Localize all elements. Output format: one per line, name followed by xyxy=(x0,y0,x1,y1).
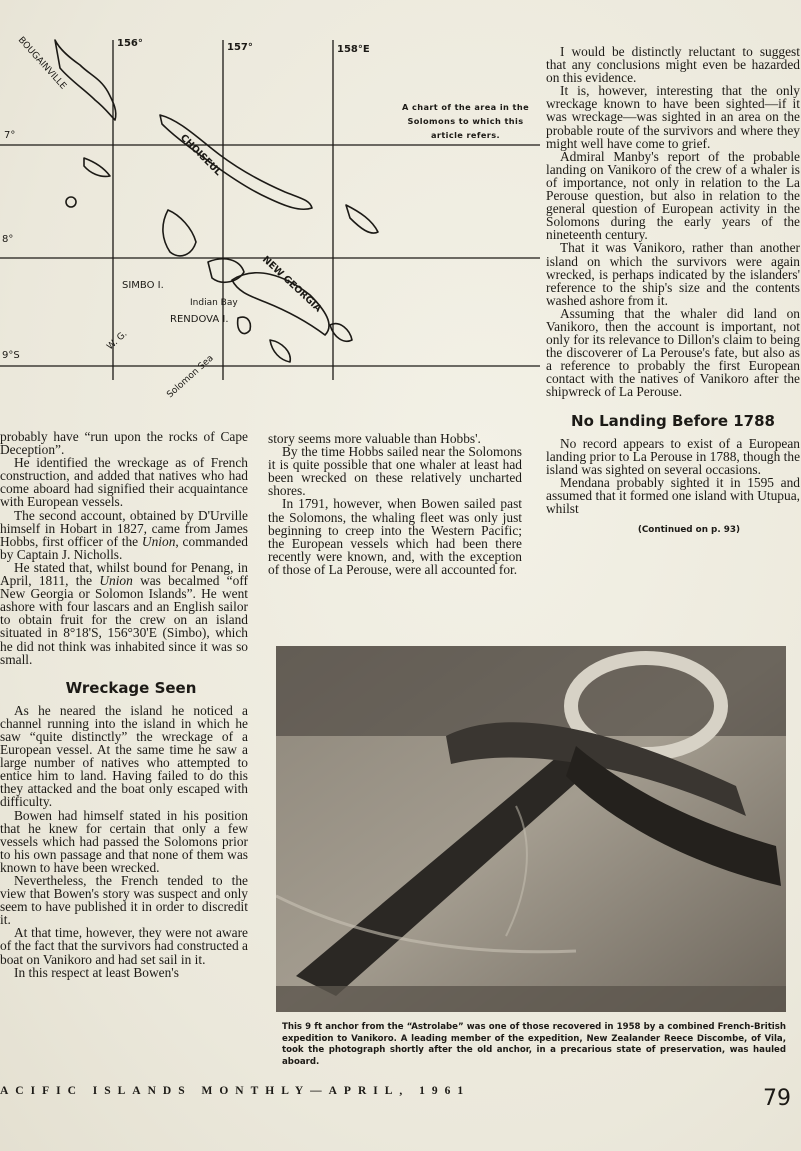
choiseul-island xyxy=(160,115,312,209)
label-bougainville: BOUGAINVILLE xyxy=(15,35,68,92)
col1-paragraph-6: Bowen had himself stated in his position that he knew for certain that only a few vessels which had passed the Solomons prior to his own passage and that none of them was known to have been wrecked. xyxy=(0,807,248,875)
photo-caption: This 9 ft anchor from the “Astrolabe” was one of those recovered in 1958 by a combined French-British expedition to Vanikoro. A leading member of the expedition, New Zealander Reece Discombe, of Vila, took the photograph shortly after the old anchor, in a precarious state of preservation, was hauled aboard. xyxy=(282,1022,786,1067)
anchor-photograph xyxy=(276,646,786,1012)
kolombangara-island xyxy=(208,259,244,282)
label-lon-156: 156° xyxy=(117,38,143,49)
col3-paragraph-6: No record appears to exist of a European landing prior to La Perouse in 1788, though the island was sighted on several occasions. xyxy=(546,435,801,477)
column-middle xyxy=(268,432,522,576)
col2-paragraph-1: story seems more valuable than Hobbs'. xyxy=(268,431,481,446)
col2-paragraph-3: In 1791, however, when Bowen sailed past the Solomons, the whaling fleet was only just beginning to creep into the Western Pacific; the European vessels which had been there recently were known, and, with the exception of those of La Perouse, were all accounted for. xyxy=(268,496,522,577)
col3-paragraph-2: It is, however, interesting that the only wreckage known to have been sighted—if it was wreckage—was sighted in an area on the probable route of the survivors and where they might well have come to grief. xyxy=(546,83,800,151)
col1-p3-text: The second account, obtained by D'Urville himself in Hobart in 1827, came from James Hobbs, first officer of the xyxy=(0,507,248,549)
col3-paragraph-5: Assuming that the whaler did land on Vanikoro, then the account is important, not only for its relevance to Dillon's claim to being the discoverer of La Perouse's fate, but also as a reference to probably the first European contact with the natives of Vanikoro after the shipwreck of La Perouse. xyxy=(546,305,800,400)
col1-paragraph-5: As he neared the island he noticed a channel running into the island in which he saw “quite distinctly” the wreckage of a European vessel. At the same time he saw a large number of natives who attempted to entice him to land. Having failed to do this they attacked and the boat only escaped with difficulty. xyxy=(0,702,248,810)
ship-name-union: Union xyxy=(141,533,176,549)
label-choiseul: CHOISEUL xyxy=(177,132,224,179)
heading-no-landing: No Landing Before 1788 xyxy=(571,411,775,430)
col1-p4-text: He stated that, whilst bound for Penang, in April, 1811, the xyxy=(0,559,248,589)
anchor-photo-graphic xyxy=(276,646,786,1012)
heading-wreckage-seen: Wreckage Seen xyxy=(65,678,197,697)
col3-paragraph-3: Admiral Manby's report of the probable landing on Vanikoro of the crew of a whaler is of importance, not only in relation to the La Perouse question, but also in relation to the general question of European activity in the Solomons during the early years of the nineteenth century. xyxy=(546,148,800,243)
treasury-island xyxy=(66,197,76,207)
column-right xyxy=(546,45,800,537)
label-lon-158: 158°E xyxy=(337,44,370,55)
col1-p4-end: was becalmed “off New Georgia or Solomon Islands”. He went ashore with four lascars and an English sailor to obtain fruit for the crew on an island situated in 8°18'S, 156°30'E (Simbo), which he did not think was inhabited since it was so small. xyxy=(0,573,248,667)
page-number: 79 xyxy=(763,1086,791,1111)
col1-paragraph-1: probably have “run upon the rocks of Cape Deception”. xyxy=(0,429,248,458)
solomons-map xyxy=(0,20,540,410)
label-lat-8: 8° xyxy=(2,234,14,245)
label-india-bay: Indian Bay xyxy=(190,298,238,308)
column-left xyxy=(0,430,248,979)
map-caption: A chart of the area in the Solomons to which this article refers. xyxy=(401,102,530,140)
continued-note: (Continued on p. 93) xyxy=(637,525,740,536)
santa-isabel-tip xyxy=(346,205,378,233)
map-graphic xyxy=(0,20,540,410)
label-solomon-sea: Solomon Sea xyxy=(165,353,216,401)
col3-paragraph-7: Mendana probably sighted it in 1595 and assumed that it formed one island with Utupua, whilst xyxy=(546,474,800,517)
col3-paragraph-1: I would be distinctly reluctant to suggest that any conclusions might even be hazarded on this evidence. xyxy=(546,44,800,86)
col1-paragraph-3 xyxy=(0,509,248,561)
label-new-georgia: NEW GEORGIA xyxy=(259,254,324,315)
col1-paragraph-7: Nevertheless, the French tended to the view that Bowen's story was suspect and only seem to have published it in order to discredit it. xyxy=(0,873,248,928)
rendova-island xyxy=(238,317,251,333)
col3-paragraph-4: That it was Vanikoro, rather than another island on which the survivors were again wrecked, is perhaps indicated by the islanders' reference to the ship's size and the contents washed ashore from it. xyxy=(546,240,800,308)
col1-p3-end: , commanded by Captain J. Nicholls. xyxy=(0,533,248,562)
label-rendova: RENDOVA I. xyxy=(170,314,229,325)
col1-paragraph-2: He identified the wreckage as of French construction, and added that natives who had come aboard had signified their acquaintance with European vessels. xyxy=(0,455,248,510)
col1-paragraph-9: In this respect at least Bowen's xyxy=(14,964,179,980)
label-lon-157: 157° xyxy=(227,42,253,53)
col1-paragraph-8: At that time, however, they were not aware of the fact that the survivors had constructed a boat on Vanikoro and had set sail in it. xyxy=(0,925,248,967)
label-lat-9: 9°S xyxy=(2,350,20,361)
col1-paragraph-4 xyxy=(0,561,248,666)
label-west: W. G. xyxy=(105,329,130,353)
ship-name-union-2: Union xyxy=(99,573,133,589)
label-lat-7: 7° xyxy=(4,130,16,141)
footer-masthead: ACIFIC ISLANDS MONTHLY—APRIL, 1961 xyxy=(0,1085,471,1097)
col2-paragraph-2: By the time Hobbs sailed near the Solomons it is quite possible that one whaler at least had been wrecked on these relatively uncharted shores. xyxy=(268,444,522,499)
tetepare-island xyxy=(270,340,290,362)
vella-lavella-island xyxy=(163,210,196,256)
shortland-island xyxy=(84,158,110,176)
label-simbo: SIMBO I. xyxy=(122,280,164,291)
